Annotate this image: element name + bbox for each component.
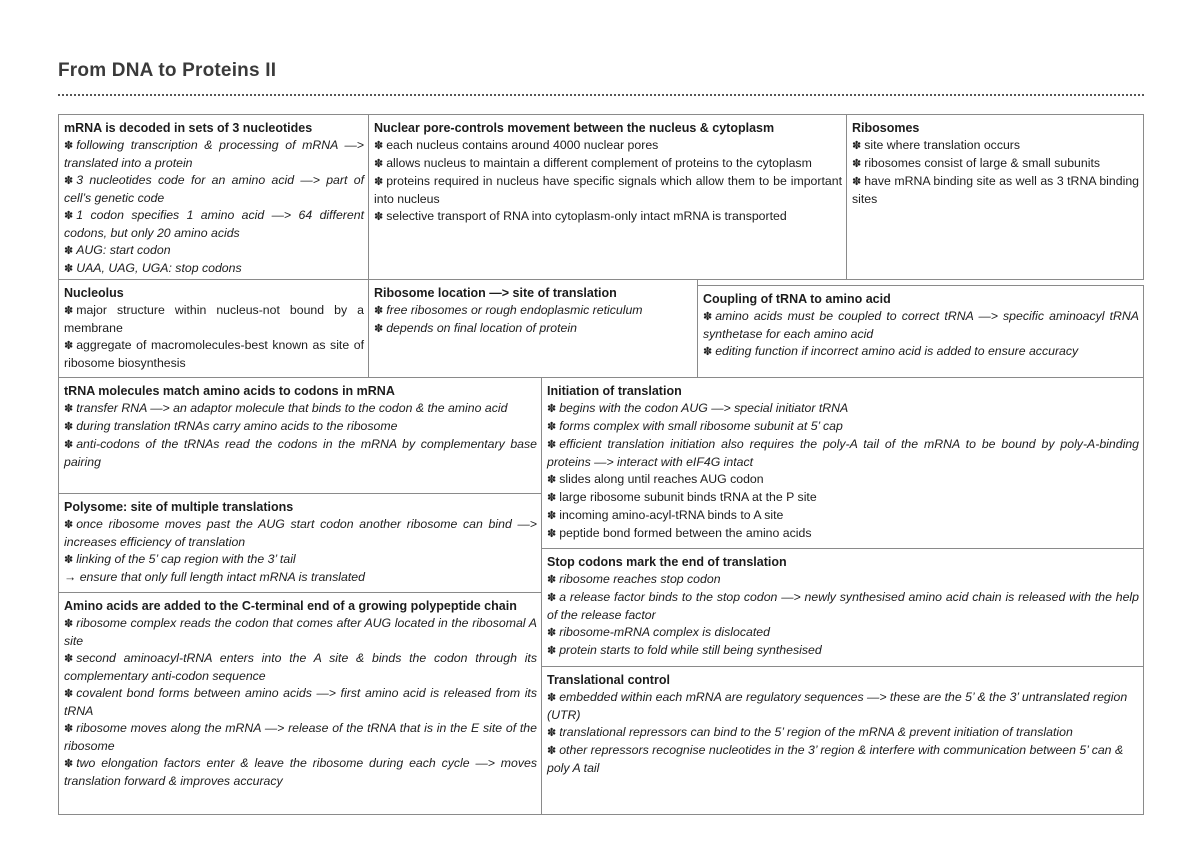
bullet-list [374,302,693,338]
bullet-text: allows nucleus to maintain a different complement of proteins to the cytoplasm [386,156,812,170]
bullet-icon: ✽ [547,592,557,604]
bullet-item [374,173,842,208]
bullet-text: large ribosome subunit binds tRNA at the P site [559,490,817,504]
bullet-text: embedded within each mRNA are regulatory sequences —> these are the 5’ & the 3’ untranslated region (UTR) [547,690,1128,722]
bullet-item [547,742,1139,777]
bullet-icon: ✽ [547,421,557,433]
bullet-item [64,337,364,372]
bullet-text: once ribosome moves past the AUG start codon another ribosome can bind —> increases efficiency of translation [64,517,537,549]
box-trna-molecules [58,377,542,494]
bullet-icon: ✽ [64,519,74,531]
bullet-text: transfer RNA —> an adaptor molecule that binds to the codon & the amino acid [76,401,508,415]
bullet-icon: ✽ [547,492,557,504]
bullet-text: depends on final location of protein [386,321,577,335]
bullet-item [547,624,1139,642]
bullet-icon: ✽ [64,403,74,415]
bullet-icon: ✽ [374,140,384,152]
bullet-icon: ✽ [64,618,74,630]
bullet-list [64,615,537,790]
bullet-text: ribosome-mRNA complex is dislocated [559,625,770,639]
bullet-icon: ✽ [64,305,74,317]
bullet-text: begins with the codon AUG —> special initiator tRNA [559,401,849,415]
bullet-text: UAA, UAG, UGA: stop codons [76,261,242,275]
bullet-icon: ✽ [64,688,74,700]
bullet-icon: ✽ [852,158,862,170]
box-title: mRNA is decoded in sets of 3 nucleotides [64,121,313,135]
bullet-item [547,525,1139,543]
bullet-list [64,516,537,569]
bullet-icon: ✽ [64,340,74,352]
bullet-text: ribosome complex reads the codon that comes after AUG located in the ribosomal A site [64,616,537,648]
box-ribosomes [846,114,1144,280]
bullet-text: during translation tRNAs carry amino acids to the ribosome [76,419,398,433]
bullet-icon: ✽ [547,474,557,486]
bullet-item [852,155,1139,173]
bullet-list [64,137,364,278]
bullet-text: linking of the 5’ cap region with the 3’ tail [76,552,296,566]
bullet-icon: ✽ [64,439,74,451]
bullet-text: free ribosomes or rough endoplasmic reticulum [386,303,643,317]
bullet-item [64,685,537,720]
bullet-item [547,418,1139,436]
bullet-icon: ✽ [374,176,384,188]
bullet-icon: ✽ [547,403,557,415]
box-polysome [58,493,542,593]
box-title: Ribosome location —> site of translation [374,286,617,300]
bullet-list [374,137,842,226]
box-title: Coupling of tRNA to amino acid [703,292,891,306]
bullet-icon: ✽ [374,211,384,223]
bullet-text: anti-codons of the tRNAs read the codons in the mRNA by complementary base pairing [64,437,537,469]
bullet-text: AUG: start codon [76,243,171,257]
bullet-list-italic [547,400,1139,471]
bullet-icon: ✽ [547,692,557,704]
box-title: Translational control [547,673,670,687]
bullet-item [374,302,693,320]
bullet-text: translational repressors can bind to the 5’ region of the mRNA & prevent initiation of translation [559,725,1073,739]
box-title: Stop codons mark the end of translation [547,555,787,569]
bullet-item [64,207,364,242]
bullet-item [64,516,537,551]
bullet-text: other repressors recognise nucleotides in the 3’ region & interfere with communication between 5’ can & poly A tail [547,743,1124,775]
bullet-list [64,302,364,372]
bullet-icon: ✽ [547,727,557,739]
bullet-item [64,755,537,790]
bullet-text: peptide bond formed between the amino acids [559,526,812,540]
bullet-text: ribosome moves along the mRNA —> release of the tRNA that is in the E site of the ribosome [64,721,537,753]
title-divider [58,94,1144,96]
bullet-item [374,320,693,338]
bullet-icon: ✽ [547,745,557,757]
box-nucleolus [58,279,369,378]
box-title: tRNA molecules match amino acids to codons in mRNA [64,384,395,398]
box-initiation [541,377,1144,549]
bullet-icon: ✽ [64,758,74,770]
bullet-text: slides along until reaches AUG codon [559,472,764,486]
bullet-item [64,720,537,755]
box-mrna-decoding [58,114,369,280]
box-title: Amino acids are added to the C-terminal end of a growing polypeptide chain [64,599,517,613]
bullet-icon: ✽ [547,627,557,639]
bullet-text: a release factor binds to the stop codon —> newly synthesised amino acid chain is released with the help of the release factor [547,590,1139,622]
bullet-item [852,137,1139,155]
bullet-list [547,471,1139,543]
bullet-icon: ✽ [64,210,74,222]
bullet-item [547,571,1139,589]
bullet-item [547,689,1139,724]
box-nuclear-pore [368,114,847,280]
bullet-text: efficient translation initiation also requires the poly-A tail of the mRNA to be bound by poly-A-binding proteins —> interact with eIF4G intact [547,437,1139,469]
bullet-text: second aminoacyl-tRNA enters into the A site & binds the codon through its complementary anti-codon sequence [64,651,537,683]
bullet-icon: ✽ [374,323,384,335]
box-translational-control [541,666,1144,815]
bullet-icon: ✽ [852,176,862,188]
box-trna-coupling [697,285,1144,378]
box-title: Initiation of translation [547,384,682,398]
bullet-icon: ✽ [374,158,384,170]
bullet-icon: ✽ [547,510,557,522]
bullet-text: ribosome reaches stop codon [559,572,721,586]
bullet-icon: ✽ [703,346,713,358]
bullet-icon: ✽ [64,554,74,566]
bullet-item [547,471,1139,489]
bullet-text: 1 codon specifies 1 amino acid —> 64 different codons, but only 20 amino acids [64,208,364,240]
bullet-item [64,551,537,569]
bullet-text: protein starts to fold while still being synthesised [559,643,822,657]
bullet-item [64,302,364,337]
box-title: Polysome: site of multiple translations [64,500,294,514]
bullet-icon: ✽ [64,245,74,257]
bullet-item [547,400,1139,418]
bullet-text: forms complex with small ribosome subunit at 5’ cap [559,419,843,433]
bullet-item [64,436,537,471]
bullet-item [64,615,537,650]
bullet-text: 3 nucleotides code for an amino acid —> part of cell’s genetic code [64,173,364,205]
bullet-item [64,400,537,418]
bullet-text: site where translation occurs [864,138,1021,152]
bullet-item [374,208,842,226]
bullet-item [64,418,537,436]
bullet-icon: ✽ [547,645,557,657]
bullet-item [547,642,1139,660]
bullet-text: editing function if incorrect amino acid is added to ensure accuracy [715,344,1079,358]
box-title: Ribosomes [852,121,920,135]
bullet-text: ribosomes consist of large & small subunits [864,156,1101,170]
bullet-list [547,689,1139,777]
bullet-text: selective transport of RNA into cytoplasm-only intact mRNA is transported [386,209,787,223]
box-amino-acids-added [58,592,542,815]
bullet-text: covalent bond forms between amino acids —> first amino acid is released from its tRNA [64,686,537,718]
bullet-item [547,507,1139,525]
bullet-icon: ✽ [64,653,74,665]
bullet-list [852,137,1139,208]
bullet-item [374,137,842,155]
bullet-item [547,436,1139,471]
box-ribosome-location [368,279,698,378]
bullet-text: amino acids must be coupled to correct tRNA —> specific aminoacyl tRNA synthetase for each amino acid [703,309,1139,341]
bullet-text: two elongation factors enter & leave the ribosome during each cycle —> moves translation forward & improves accuracy [64,756,537,788]
box-title: Nucleolus [64,286,124,300]
bullet-text: have mRNA binding site as well as 3 tRNA binding sites [852,174,1139,206]
box-title: Nuclear pore-controls movement between the nucleus & cytoplasm [374,121,775,135]
bullet-item [547,589,1139,624]
bullet-icon: ✽ [547,528,557,540]
page-title: From DNA to Proteins II [58,60,277,81]
bullet-item [703,308,1139,343]
bullet-list [547,571,1139,660]
bullet-icon: ✽ [374,305,384,317]
bullet-text: each nucleus contains around 4000 nuclear pores [386,138,659,152]
bullet-item [64,172,364,207]
bullet-item [374,155,842,173]
bullet-icon: ✽ [547,439,557,451]
bullet-item [547,489,1139,507]
bullet-item [547,724,1139,742]
bullet-list [703,308,1139,361]
bullet-icon: ✽ [64,175,74,187]
bullet-icon: ✽ [547,574,557,586]
bullet-icon: ✽ [64,140,74,152]
bullet-list [64,400,537,471]
bullet-item [852,173,1139,208]
bullet-text: incoming amino-acyl-tRNA binds to A site [559,508,784,522]
polysome-note: → ensure that only full length intact mRNA is translated [64,570,365,584]
bullet-item [64,650,537,685]
bullet-icon: ✽ [703,311,713,323]
bullet-text: major structure within nucleus-not bound by a membrane [64,303,364,335]
box-stop-codons [541,548,1144,667]
bullet-text: aggregate of macromolecules-best known as site of ribosome biosynthesis [64,338,364,370]
bullet-icon: ✽ [64,263,74,275]
bullet-item [64,242,364,260]
bullet-item [64,260,364,278]
bullet-item [703,343,1139,361]
bullet-icon: ✽ [852,140,862,152]
bullet-text: proteins required in nucleus have specific signals which allow them to be important into nucleus [374,174,842,206]
bullet-icon: ✽ [64,723,74,735]
bullet-icon: ✽ [64,421,74,433]
bullet-item [64,137,364,172]
bullet-text: following transcription & processing of mRNA —> translated into a protein [64,138,364,170]
